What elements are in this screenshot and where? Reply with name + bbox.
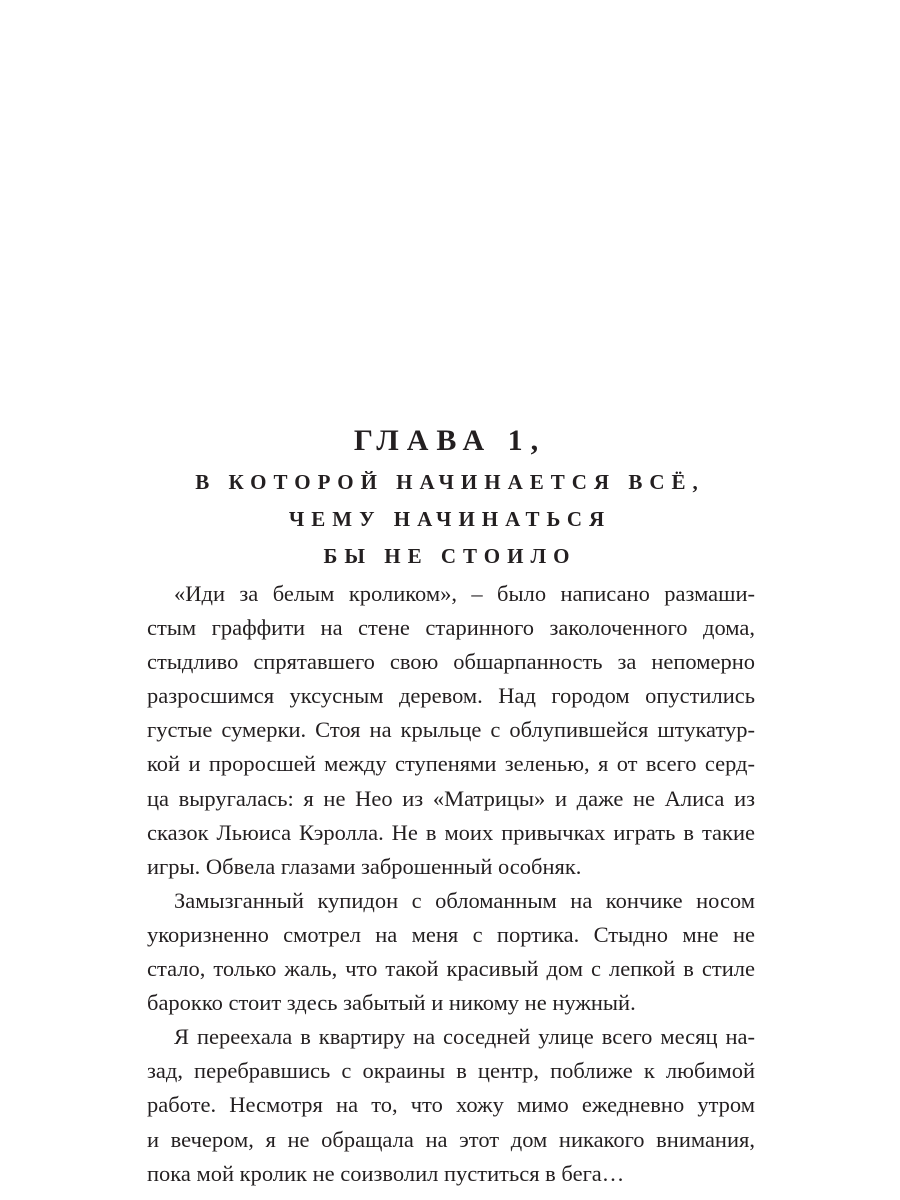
- chapter-subtitle-line: БЫ НЕ СТОИЛО: [323, 544, 577, 568]
- text-line: зад, перебравшись с окраины в центр, поближе к любимой: [147, 1058, 755, 1084]
- text-line: и вечером, я не обращала на этот дом никакого внимания,: [147, 1126, 755, 1152]
- text-line: игры. Обвела глазами заброшенный особняк.: [147, 853, 582, 879]
- text-line: работе. Несмотря на то, что хожу мимо ежедневно утром: [147, 1092, 755, 1118]
- text-line: разросшимся уксусным деревом. Над городом опустились: [147, 683, 755, 709]
- text-line: Замызганный купидон с обломанным на кончике носом: [174, 887, 755, 913]
- text-line: густые сумерки. Стоя на крыльце с облупившейся штукатур-: [147, 717, 755, 743]
- text-line: Я переехала в квартиру на соседней улице всего месяц на-: [174, 1024, 755, 1050]
- text-line: барокко стоит здесь забытый и никому не нужный.: [147, 990, 636, 1016]
- text-line: укоризненно смотрел на меня с портика. Стыдно мне не: [147, 921, 755, 947]
- text-line: стало, только жаль, что такой красивый дом с лепкой в стиле: [147, 956, 755, 982]
- text-line: «Иди за белым кроликом», – было написано размаши-: [174, 581, 755, 606]
- chapter-subtitle-line: ЧЕМУ НАЧИНАТЬСЯ: [288, 507, 612, 531]
- chapter-body: [147, 577, 755, 1191]
- text-line: ца выругалась: я не Нео из «Матрицы» и даже не Алиса из: [147, 785, 755, 811]
- chapter-number: ГЛАВА 1,: [353, 424, 547, 457]
- paragraph: [147, 1020, 755, 1190]
- chapter-subtitle-line: В КОТОРОЙ НАЧИНАЕТСЯ ВСЁ,: [195, 470, 705, 494]
- chapter-heading: [150, 418, 750, 575]
- text-line: сказок Льюиса Кэролла. Не в моих привычках играть в такие: [147, 819, 755, 845]
- text-line: пока мой кролик не соизволил пуститься в бега…: [147, 1160, 625, 1186]
- text-line: стым граффити на стене старинного заколоченного дома,: [147, 615, 755, 641]
- text-line: кой и проросшей между ступенями зеленью, я от всего серд-: [147, 751, 755, 777]
- paragraph: [147, 884, 755, 1020]
- text-line: стыдливо спрятавшего свою обшарпанность за непомерно: [147, 649, 755, 675]
- paragraph: [147, 577, 755, 884]
